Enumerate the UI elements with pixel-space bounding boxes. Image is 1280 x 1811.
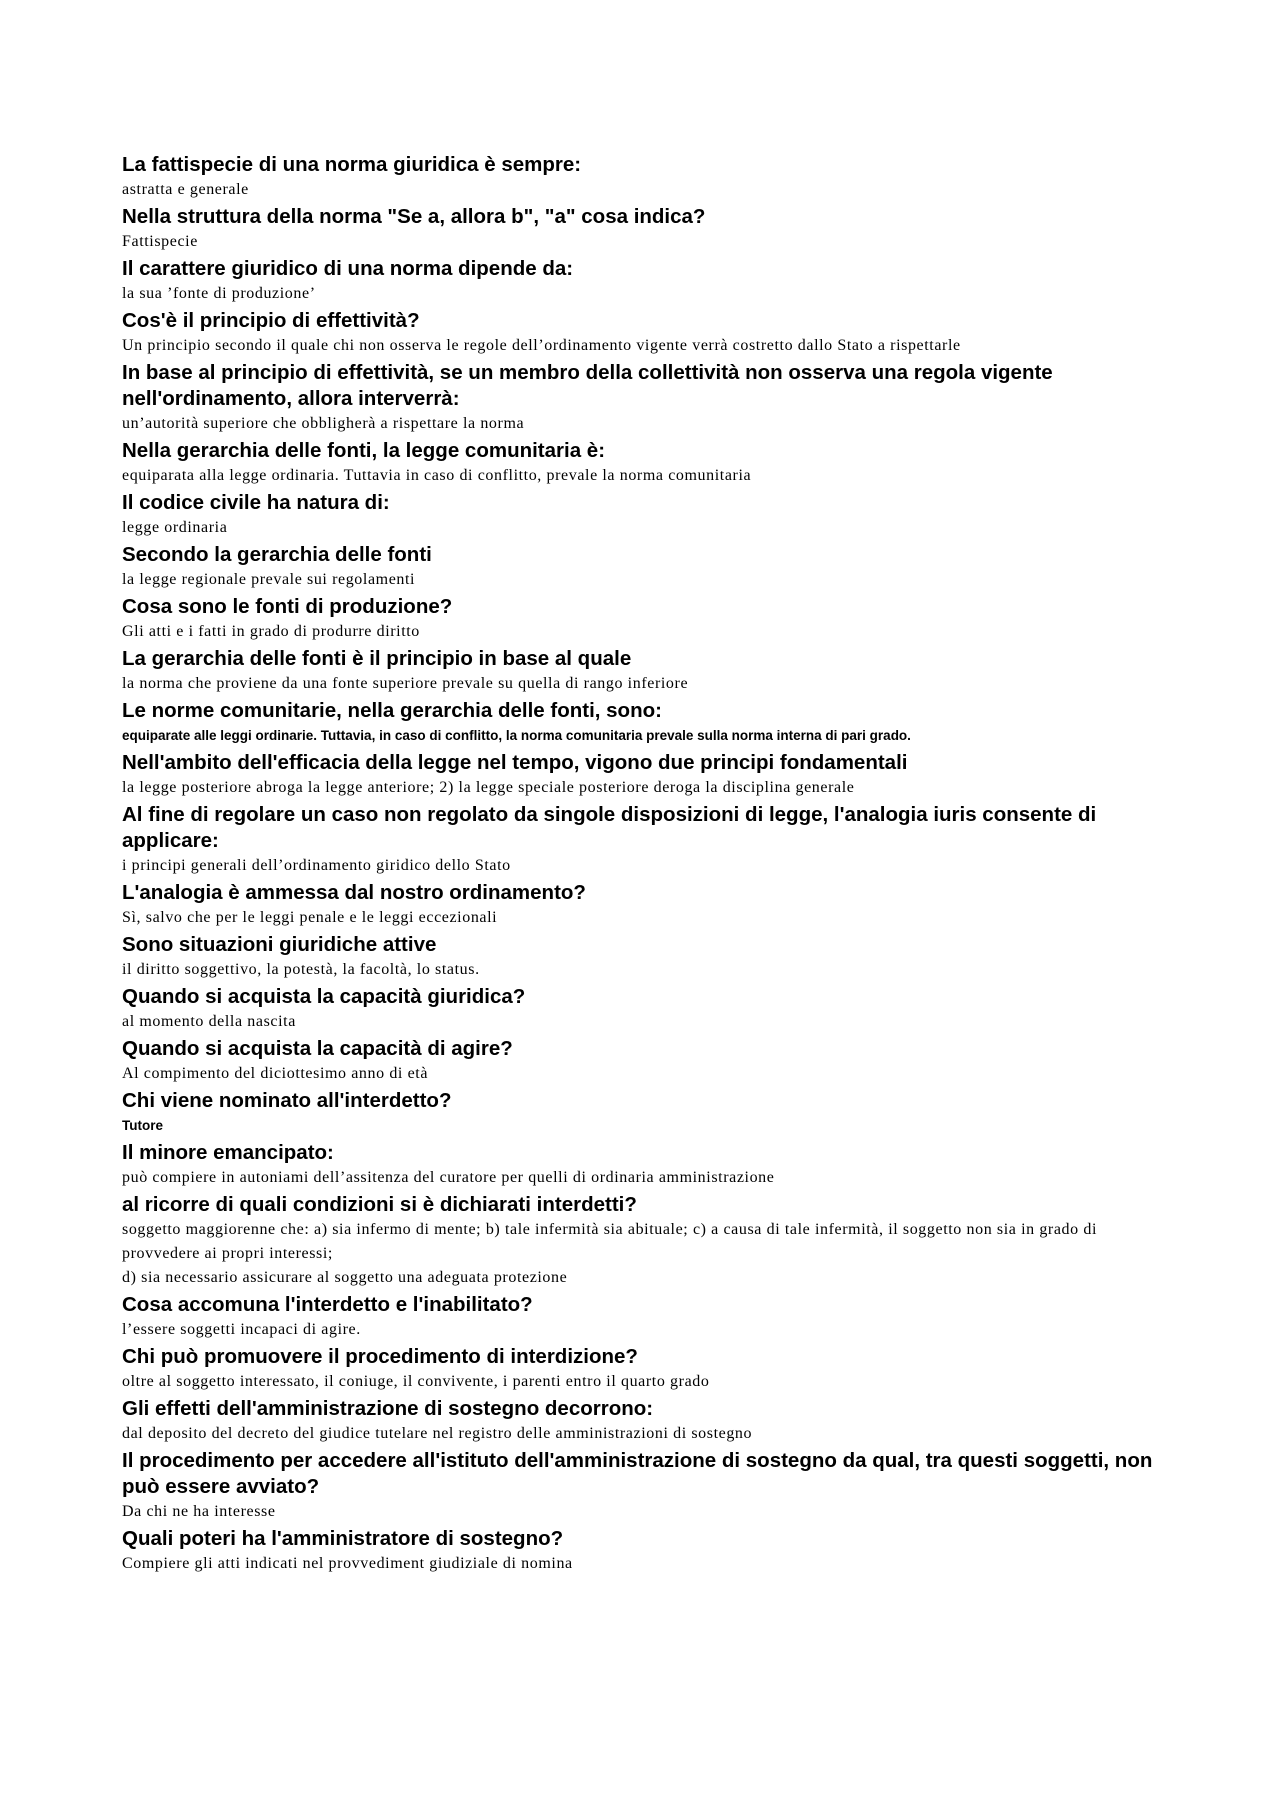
answer-text: Compiere gli atti indicati nel provvediment giudiziale di nomina — [122, 1555, 573, 1572]
answer-text: Tutore — [122, 1118, 163, 1133]
answer-text: può compiere in autoniami dell’assitenza del curatore per quelli di ordinaria amministrazione — [122, 1169, 775, 1186]
question-text: Cos'è il principio di effettività? — [122, 309, 420, 332]
question-text: Il minore emancipato: — [122, 1141, 334, 1164]
question-text: Il codice civile ha natura di: — [122, 491, 390, 514]
question-text: Quando si acquista la capacità di agire? — [122, 1037, 513, 1060]
answer-text: la norma che proviene da una fonte superiore prevale su quella di rango inferiore — [122, 675, 689, 692]
answer-text: soggetto maggiorenne che: a) sia infermo di mente; b) tale infermità sia abituale; c) a causa di tale infermità, il soggetto non sia in grado di provvedere ai propri interessi; d) sia necessario assicurare al soggetto una adeguata protezione — [122, 1221, 1097, 1286]
answer-text: Al compimento del diciottesimo anno di età — [122, 1065, 429, 1082]
question-text: L'analogia è ammessa dal nostro ordinamento? — [122, 881, 586, 904]
answer-text: astratta e generale — [122, 181, 249, 198]
answer-text: Da chi ne ha interesse — [122, 1503, 276, 1520]
question-text: In base al principio di effettività, se un membro della collettività non osserva una regola vigente nell'ordinamento, allora interverrà: — [122, 361, 1053, 410]
question-text: Quali poteri ha l'amministratore di sostegno? — [122, 1527, 564, 1550]
question-text: Chi viene nominato all'interdetto? — [122, 1089, 452, 1112]
answer-text: legge ordinaria — [122, 519, 228, 536]
question-text: La fattispecie di una norma giuridica è sempre: — [122, 153, 582, 176]
document-page — [122, 152, 1162, 1578]
question-text: La gerarchia delle fonti è il principio in base al quale — [122, 647, 632, 670]
question-text: Le norme comunitarie, nella gerarchia delle fonti, sono: — [122, 699, 662, 722]
answer-text: al momento della nascita — [122, 1013, 296, 1030]
answer-text: dal deposito del decreto del giudice tutelare nel registro delle amministrazioni di sostegno — [122, 1425, 753, 1442]
question-text: Chi può promuovere il procedimento di interdizione? — [122, 1345, 638, 1368]
answer-text: Fattispecie — [122, 233, 198, 250]
question-text: Nell'ambito dell'efficacia della legge nel tempo, vigono due principi fondamentali — [122, 751, 908, 774]
question-text: Secondo la gerarchia delle fonti — [122, 543, 432, 566]
answer-text: l’essere soggetti incapaci di agire. — [122, 1321, 361, 1338]
question-text: Al fine di regolare un caso non regolato da singole disposizioni di legge, l'analogia iuris consente di applicare: — [122, 803, 1097, 852]
question-text: Cosa accomuna l'interdetto e l'inabilitato? — [122, 1293, 533, 1316]
answer-text: oltre al soggetto interessato, il coniuge, il convivente, i parenti entro il quarto grado — [122, 1373, 710, 1390]
answer-text: Gli atti e i fatti in grado di produrre diritto — [122, 623, 420, 640]
question-text: al ricorre di quali condizioni si è dichiarati interdetti? — [122, 1193, 637, 1216]
question-text: Il procedimento per accedere all'istituto dell'amministrazione di sostegno da qual, tra questi soggetti, non può essere avviato? — [122, 1449, 1153, 1498]
answer-text: un’autorità superiore che obbligherà a rispettare la norma — [122, 415, 525, 432]
question-text: Gli effetti dell'amministrazione di sostegno decorrono: — [122, 1397, 654, 1420]
question-text: Il carattere giuridico di una norma dipende da: — [122, 257, 574, 280]
answer-text: la legge posteriore abroga la legge anteriore; 2) la legge speciale posteriore deroga la disciplina generale — [122, 779, 855, 796]
answer-text: i principi generali dell’ordinamento giridico dello Stato — [122, 857, 511, 874]
answer-text: Un principio secondo il quale chi non osserva le regole dell’ordinamento vigente verrà costretto dallo Stato a rispettarle — [122, 337, 961, 354]
answer-text: Sì, salvo che per le leggi penale e le leggi eccezionali — [122, 909, 498, 926]
question-text: Cosa sono le fonti di produzione? — [122, 595, 453, 618]
answer-text: la legge regionale prevale sui regolamenti — [122, 571, 416, 588]
answer-text: il diritto soggettivo, la potestà, la facoltà, lo status. — [122, 961, 480, 978]
answer-text: equiparate alle leggi ordinarie. Tuttavia, in caso di conflitto, la norma comunitaria prevale sulla norma interna di pari grado. — [122, 728, 911, 743]
question-text: Sono situazioni giuridiche attive — [122, 933, 437, 956]
question-text: Nella struttura della norma "Se a, allora b", "a" cosa indica? — [122, 205, 706, 228]
question-text: Nella gerarchia delle fonti, la legge comunitaria è: — [122, 439, 606, 462]
answer-text: la sua ’fonte di produzione’ — [122, 285, 316, 302]
answer-text: equiparata alla legge ordinaria. Tuttavia in caso di conflitto, prevale la norma comunitaria — [122, 467, 752, 484]
question-text: Quando si acquista la capacità giuridica? — [122, 985, 526, 1008]
